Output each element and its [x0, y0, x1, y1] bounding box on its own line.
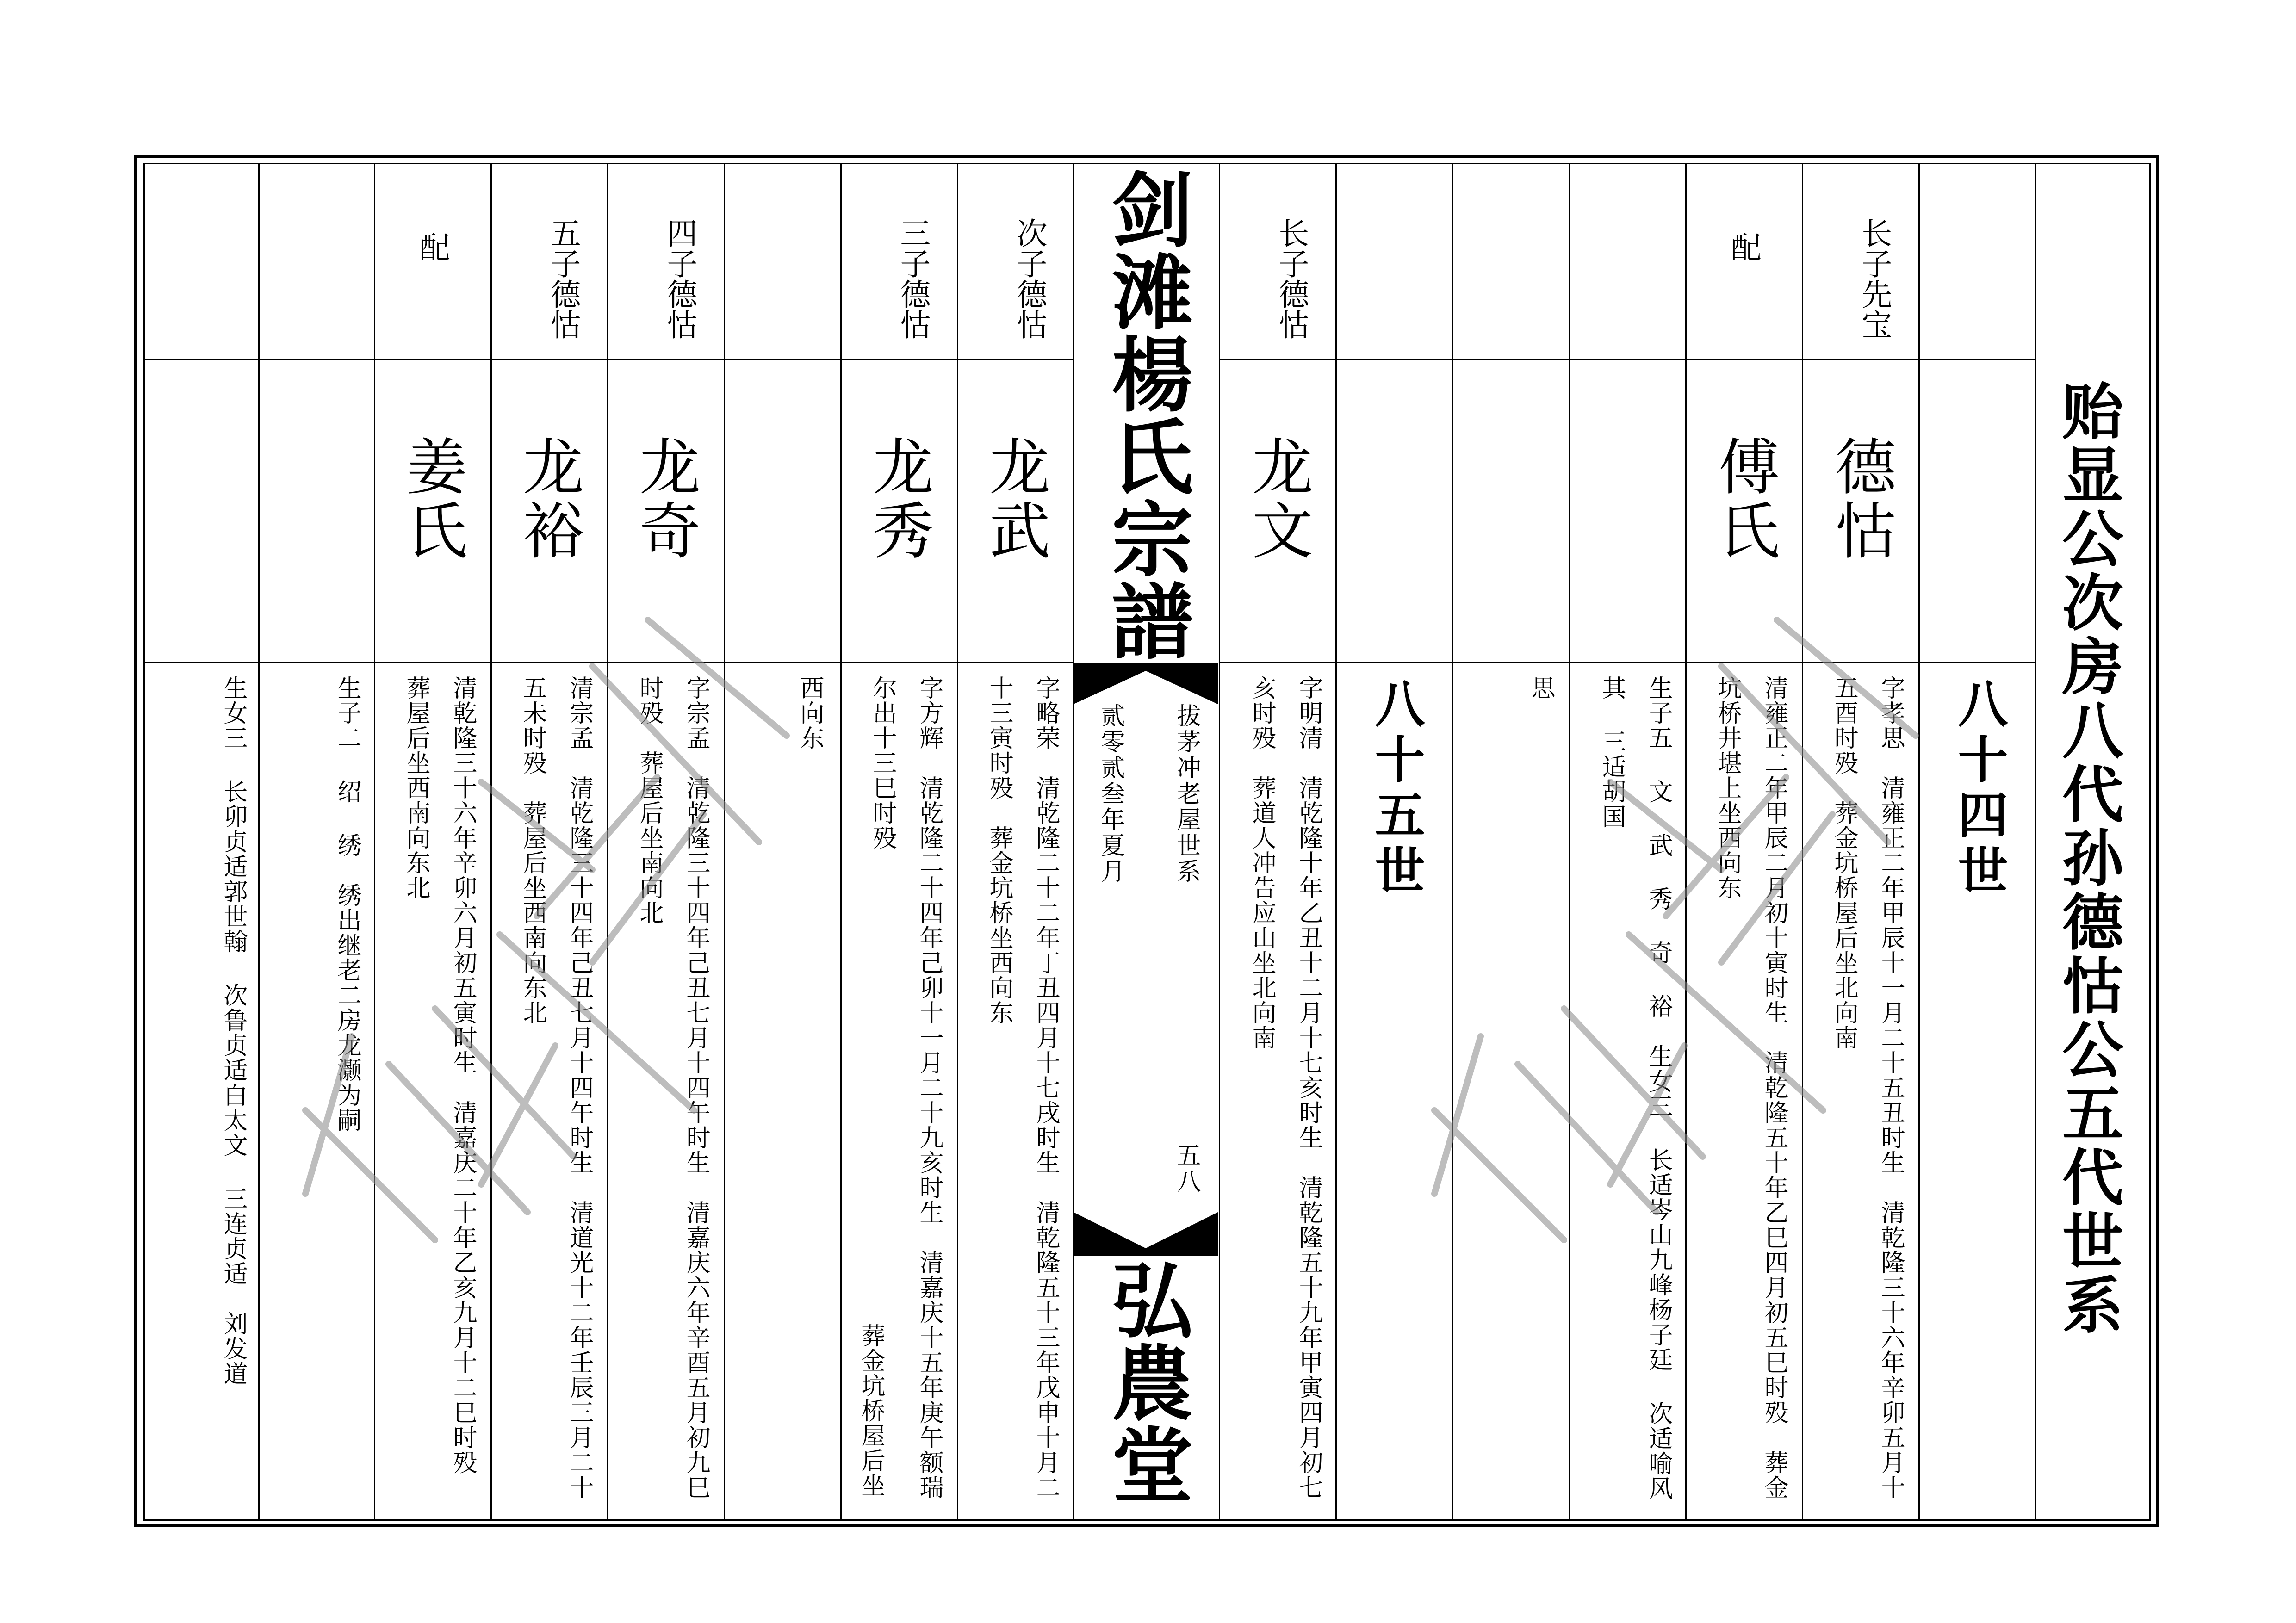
generation-85-label: 八十五世	[1366, 678, 1425, 900]
children-longyu: 生子二 绍 绣 绣出继老二房龙灏为嗣	[333, 675, 361, 1133]
column-divider	[258, 163, 260, 1521]
person-details-longxiu: 字方辉 清乾隆二十四年己卯十一月二十九亥时生 清嘉庆十五年庚午额瑞尔出十三巳时殁	[869, 675, 943, 1500]
spine-bottom-chevron	[1074, 1212, 1218, 1256]
column-divider	[724, 163, 725, 1521]
person-name-fushi: 傅氏	[1708, 435, 1779, 563]
spine-right-edge	[1219, 163, 1220, 1521]
spine-top-chevron	[1074, 663, 1218, 704]
person-name-longwen: 龙文	[1241, 435, 1313, 563]
person-details-longxiu-tail: 西向东	[796, 675, 824, 750]
column-divider	[840, 163, 842, 1521]
person-label-dehu: 长子先宝	[1856, 217, 1892, 340]
person-name-dehu: 德怙	[1824, 435, 1896, 563]
person-label-longwen: 长子德怙	[1273, 217, 1309, 340]
person-label-jiangshi: 配	[414, 231, 450, 262]
title-column-divider	[2035, 163, 2036, 1521]
daughters-longyu: 生女三 长卯贞适郭世翰 次鲁贞适白太文 三连贞适 刘发道	[219, 675, 247, 1386]
row-divider-name	[143, 662, 1073, 663]
person-details-dehu: 字孝思 清雍正二年甲辰十一月二十五丑时生 清乾隆三十六年辛卯五月十五酉时殁 葬金坑桥屋后坐北向南	[1830, 675, 1905, 1500]
row-divider-name	[1219, 662, 2035, 663]
person-name-longxiu: 龙秀	[862, 435, 933, 563]
column-divider	[1569, 163, 1570, 1521]
person-label-longyu: 五子德怙	[545, 217, 581, 340]
spine-title: 剑滩楊氏宗譜	[1098, 167, 1194, 662]
person-name-longyu: 龙裕	[512, 435, 583, 563]
page-title: 贻显公次房八代孙德怙公五代世系	[2052, 379, 2123, 1337]
spine-subtitle: 拔茅冲老屋世系	[1173, 703, 1200, 885]
person-label-longxiu: 三子德怙	[895, 217, 931, 340]
column-divider	[1918, 163, 1920, 1521]
person-label-longqi: 四子德怙	[662, 217, 697, 340]
column-divider	[607, 163, 608, 1521]
column-divider	[490, 163, 492, 1521]
row-divider-label	[1219, 359, 2035, 360]
person-name-jiangshi: 姜氏	[396, 435, 467, 563]
spine-left-edge	[1073, 163, 1074, 1521]
column-divider	[1452, 163, 1453, 1521]
person-label-fushi: 配	[1725, 231, 1761, 262]
person-name-longqi: 龙奇	[629, 435, 700, 563]
spine-hall-name: 弘農堂	[1098, 1258, 1194, 1505]
person-details-longwen: 字明清 清乾隆十年乙丑十二月十七亥时生 清乾隆五十九年甲寅四月初七亥时殁 葬道人冲告应山坐北向南	[1248, 675, 1322, 1500]
column-divider	[957, 163, 958, 1521]
column-divider	[1685, 163, 1687, 1521]
row-divider-label	[143, 359, 1073, 360]
person-details-longwu: 字略荣 清乾隆二十二年丁丑四月十七戌时生 清乾隆五十三年戊申十月二十三寅时殁 葬金坑桥坐西向东	[985, 675, 1060, 1500]
children-dehu: 生子五 文 武 秀 奇 裕 生女三 长适岑山九峰杨子廷 次适喻风其 三适胡国	[1598, 675, 1672, 1501]
person-details-jiangshi: 清乾隆三十六年辛卯六月初五寅时生 清嘉庆二十年乙亥九月十二巳时殁 葬屋后坐西南向东北	[402, 675, 477, 1475]
person-details-longyu: 清宗孟 清乾隆三十四年己丑七月十四午时生 清道光十二年壬辰三月二十五未时殁 葬屋后坐西南向东北	[519, 675, 593, 1500]
column-divider	[1335, 163, 1337, 1521]
column-divider	[374, 163, 375, 1521]
column-divider	[1802, 163, 1803, 1521]
person-name-longwu: 龙武	[979, 435, 1050, 563]
person-details-longqi: 字宗孟 清乾隆三十四年己丑七月十四午时生 清嘉庆六年辛酉五月初九巳时殁 葬屋后坐南向北	[635, 675, 710, 1500]
spine-date: 贰零贰叁年夏月	[1097, 703, 1124, 885]
person-details-fushi: 清雍正二年甲辰二月初十寅时生 清乾隆五十年乙巳四月初五巳时殁 葬金坑桥井堪上坐西向东	[1713, 675, 1788, 1500]
spine-page-number: 五八	[1173, 1143, 1200, 1195]
children-dehu-tail: 思	[1527, 675, 1555, 700]
person-label-longwu: 次子德怙	[1011, 217, 1047, 340]
person-details-longxiu-burial: 葬金坑桥屋后坐	[857, 1323, 885, 1498]
generation-84-label: 八十四世	[1949, 678, 2008, 900]
